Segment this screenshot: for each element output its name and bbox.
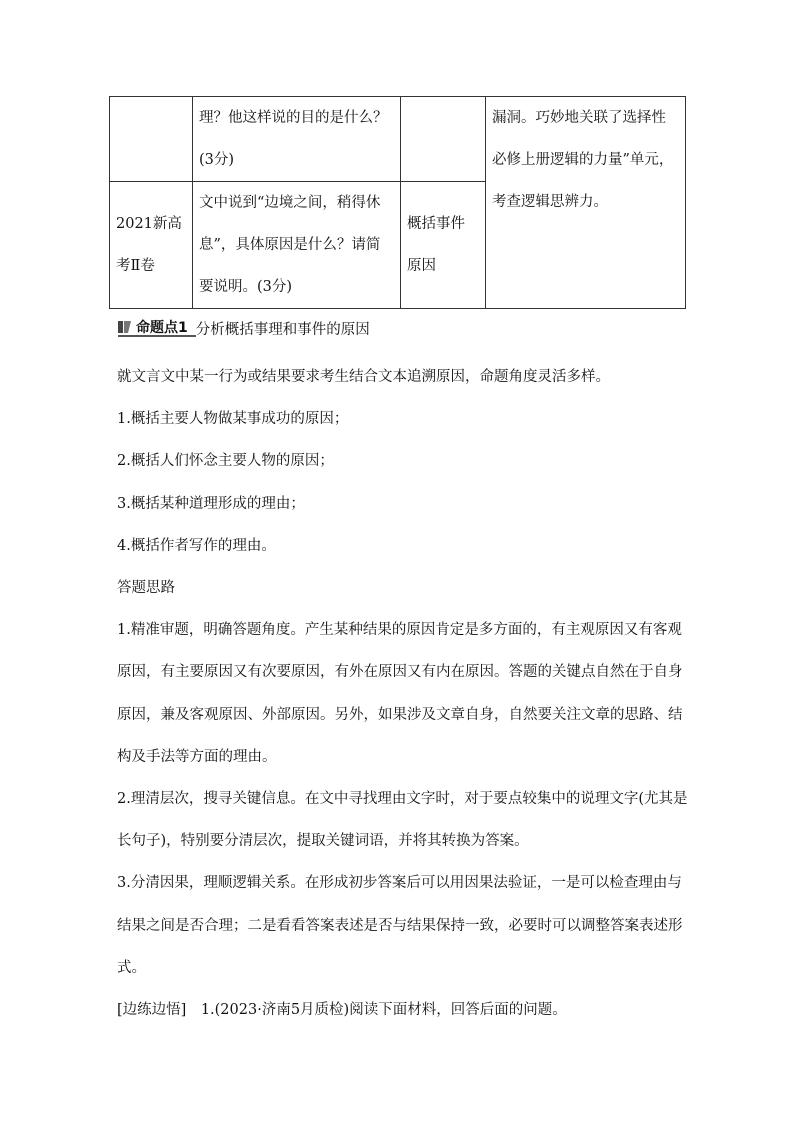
topic-heading [118,317,370,339]
topic-marker-icon [118,320,132,334]
list-item: 1.概括主要人物做某事成功的原因； [117,411,349,428]
list-item: 2.概括人们怀念主要人物的原因； [117,453,334,470]
section-heading: 答题思路 [117,580,175,597]
paragraph: 1.精准审题，明确答题角度。产生某种结果的原因肯定是多方面的，有主观原因又有客观原因，有主要原因又有次要原因，有外在原因又有内在原因。答题的关键点自然在于自身原因，兼及客观原因、外部原因。另外，如果涉及文章自身，自然要关注文章的思路、结构及手法等方面的理由。 [117,622,683,765]
table-cell-exam [110,97,193,182]
table-cell-question: 文中说到“边境之间，稍得休息”，具体原因是什么？请简要说明。(3分) [193,182,401,309]
table-cell-type: 概括事件原因 [401,182,486,309]
paragraph: 3.分清因果，理顺逻辑关系。在形成初步答案后可以用因果法验证，一是可以检查理由与结果之间是否合理；二是看看答案表述是否与结果保持一致，必要时可以调整答案表述形式。 [117,875,683,976]
topic-badge-label: 命题点1 [136,320,188,336]
topic-badge [118,319,196,337]
table-cell-question: 理？他这样说的目的是什么？(3分) [193,97,401,182]
exam-table [109,96,686,309]
table-cell-note: 漏洞。巧妙地关联了选择性必修上册逻辑的力量”单元，考查逻辑思辨力。 [486,97,686,309]
topic-title: 分析概括事理和事件的原因 [195,321,370,338]
paragraph: 2.理清层次，搜寻关键信息。在文中寻找理由文字时，对于要点较集中的说理文字(尤其是长句子)，特别要分清层次，提取关键词语，并将其转换为答案。 [117,791,688,850]
practice-prompt: [边练边悟] 1.(2023·济南5月质检)阅读下面材料，回答后面的问题。 [117,1002,567,1019]
paragraph-intro: 就文言文中某一行为或结果要求考生结合文本追溯原因，命题角度灵活多样。 [117,369,610,385]
list-item: 3.概括某种道理形成的理由； [117,495,305,512]
body-text [117,356,689,1031]
list-item: 4.概括作者写作的理由。 [117,537,276,554]
table-row [110,97,686,182]
table-cell-exam: 2021新高考Ⅱ卷 [110,182,193,309]
table-cell-type [401,97,486,182]
